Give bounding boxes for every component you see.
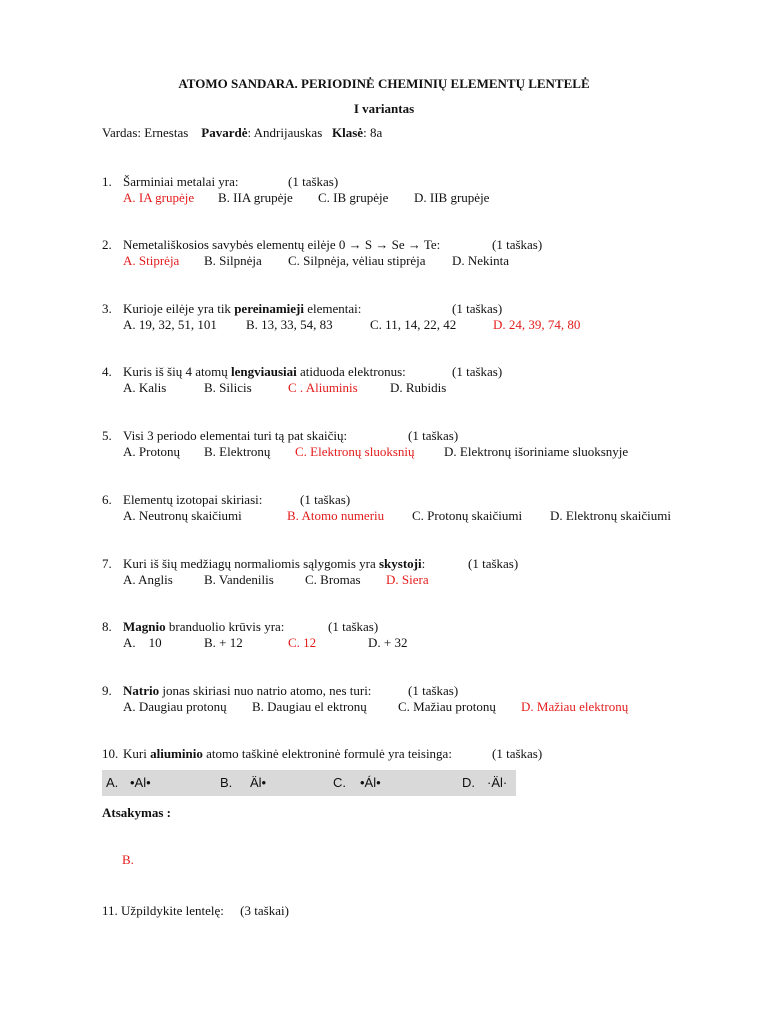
question-points: (1 taškas) <box>452 364 503 379</box>
option-b: B. Elektronų <box>204 444 271 459</box>
option-b: B. Atomo numeriu <box>287 508 385 523</box>
question-text: Elementų izotopai skiriasi: <box>123 492 263 507</box>
option-a: A. Neutronų skaičiumi <box>123 508 242 523</box>
question-number: 9. <box>102 683 112 698</box>
formula-option-d: ·Äl· <box>487 775 508 790</box>
question-text: Užpildykite lentelę: <box>121 903 224 918</box>
question-2 <box>102 237 742 269</box>
option-a: A. Protonų <box>123 444 181 459</box>
formula-option-d-label: D. <box>462 775 475 790</box>
option-a: A. Kalis <box>123 380 167 395</box>
question-text: Kurioje eilėje yra tik pereinamieji elementai: <box>123 301 362 316</box>
question-8 <box>102 619 742 651</box>
class-label: Klasė <box>332 125 364 140</box>
question-6 <box>102 492 742 524</box>
formula-image-strip <box>102 770 516 796</box>
class-value: : 8a <box>363 125 383 140</box>
question-9 <box>102 683 742 715</box>
name-label: Vardas: <box>102 125 141 140</box>
question-text: Natrio jonas skiriasi nuo natrio atomo, nes turi: <box>123 683 372 698</box>
question-number: 5. <box>102 428 112 443</box>
question-number: 1. <box>102 174 112 189</box>
formula-option-c: •Ál• <box>360 775 381 790</box>
option-b: B. Vandenilis <box>204 572 274 587</box>
question-points: (3 taškai) <box>240 903 289 918</box>
answer-value: B. <box>122 852 134 867</box>
option-c: C . Aliuminis <box>288 380 358 395</box>
formula-option-b: Äl• <box>250 775 267 790</box>
question-number: 4. <box>102 364 112 379</box>
question-number: 8. <box>102 619 112 634</box>
answer-label: Atsakymas : <box>102 805 171 820</box>
option-d: D. Elektronų išoriniame sluoksnyje <box>444 444 629 459</box>
option-c: C. Protonų skaičiumi <box>412 508 523 523</box>
question-7 <box>102 556 742 588</box>
student-info <box>102 125 382 141</box>
option-c: C. Mažiau protonų <box>398 699 496 714</box>
question-5 <box>102 428 742 460</box>
page-title: ATOMO SANDARA. PERIODINĖ CHEMINIŲ ELEMENTŲ LENTELĖ <box>178 76 590 91</box>
question-3 <box>102 301 742 333</box>
option-a: A. IA grupėje <box>123 190 195 205</box>
question-text: Nemetališkosios savybės elementų eilėje 0 → S → Se → Te: <box>123 237 441 252</box>
question-number: 2. <box>102 237 112 252</box>
formula-option-a-label: A. <box>106 775 119 790</box>
name-value: Ernestas <box>144 125 189 140</box>
question-points: (1 taškas) <box>452 301 503 316</box>
question-points: (1 taškas) <box>492 746 543 761</box>
question-11 <box>102 903 289 919</box>
question-10 <box>102 746 742 762</box>
question-points: (1 taškas) <box>328 619 379 634</box>
surname-value: : Andrijauskas <box>247 125 323 140</box>
question-number: 7. <box>102 556 112 571</box>
option-c: C. 12 <box>288 635 317 650</box>
option-c: C. Bromas <box>305 572 361 587</box>
question-number: 10. <box>102 746 119 761</box>
option-a: A. 10 <box>123 635 162 650</box>
option-c: C. Elektronų sluoksnių <box>295 444 415 459</box>
formula-option-a: •Al• <box>130 775 151 790</box>
option-c: C. IB grupėje <box>318 190 389 205</box>
option-d: D. IIB grupėje <box>414 190 490 205</box>
option-d: D. Rubidis <box>390 380 447 395</box>
question-text: Kuri iš šių medžiagų normaliomis sąlygomis yra skystoji: <box>123 556 426 571</box>
option-c: C. Silpnėja, vėliau stiprėja <box>288 253 426 268</box>
option-d: D. Mažiau elektronų <box>521 699 629 714</box>
question-4 <box>102 364 742 396</box>
option-b: B. 13, 33, 54, 83 <box>246 317 333 332</box>
question-points: (1 taškas) <box>492 237 543 252</box>
formula-option-b-label: B. <box>220 775 233 790</box>
question-text: Magnio branduolio krūvis yra: <box>123 619 285 634</box>
question-text: Kuri aliuminio atomo taškinė elektroninė formulė yra teisinga: <box>123 746 452 761</box>
option-d: D. Elektronų skaičiumi <box>550 508 671 523</box>
question-1 <box>102 174 742 206</box>
question-points: (1 taškas) <box>300 492 351 507</box>
option-a: A. Daugiau protonų <box>123 699 227 714</box>
variant-title: I variantas <box>353 101 415 116</box>
question-points: (1 taškas) <box>468 556 519 571</box>
option-b: B. Silicis <box>204 380 252 395</box>
question-number: 6. <box>102 492 112 507</box>
option-b: B. IIA grupėje <box>218 190 293 205</box>
question-points: (1 taškas) <box>408 683 459 698</box>
question-number: 3. <box>102 301 112 316</box>
option-d: D. Nekinta <box>452 253 510 268</box>
question-points: (1 taškas) <box>288 174 339 189</box>
option-d: D. 24, 39, 74, 80 <box>493 317 581 332</box>
question-points: (1 taškas) <box>408 428 459 443</box>
option-a: A. 19, 32, 51, 101 <box>123 317 217 332</box>
option-d: D. Siera <box>386 572 429 587</box>
surname-label: Pavardė <box>201 125 248 140</box>
option-b: B. Silpnėja <box>204 253 262 268</box>
question-number: 11. <box>102 903 118 918</box>
option-a: A. Stiprėja <box>123 253 180 268</box>
option-b: B. + 12 <box>204 635 243 650</box>
option-c: C. 11, 14, 22, 42 <box>370 317 457 332</box>
option-b: B. Daugiau el ektronų <box>252 699 367 714</box>
question-text: Kuris iš šių 4 atomų lengviausiai atiduoda elektronus: <box>123 364 406 379</box>
option-a: A. Anglis <box>123 572 173 587</box>
option-d: D. + 32 <box>368 635 408 650</box>
formula-option-c-label: C. <box>333 775 346 790</box>
question-text: Šarminiai metalai yra: <box>123 174 239 189</box>
question-text: Visi 3 periodo elementai turi tą pat skaičių: <box>123 428 348 443</box>
